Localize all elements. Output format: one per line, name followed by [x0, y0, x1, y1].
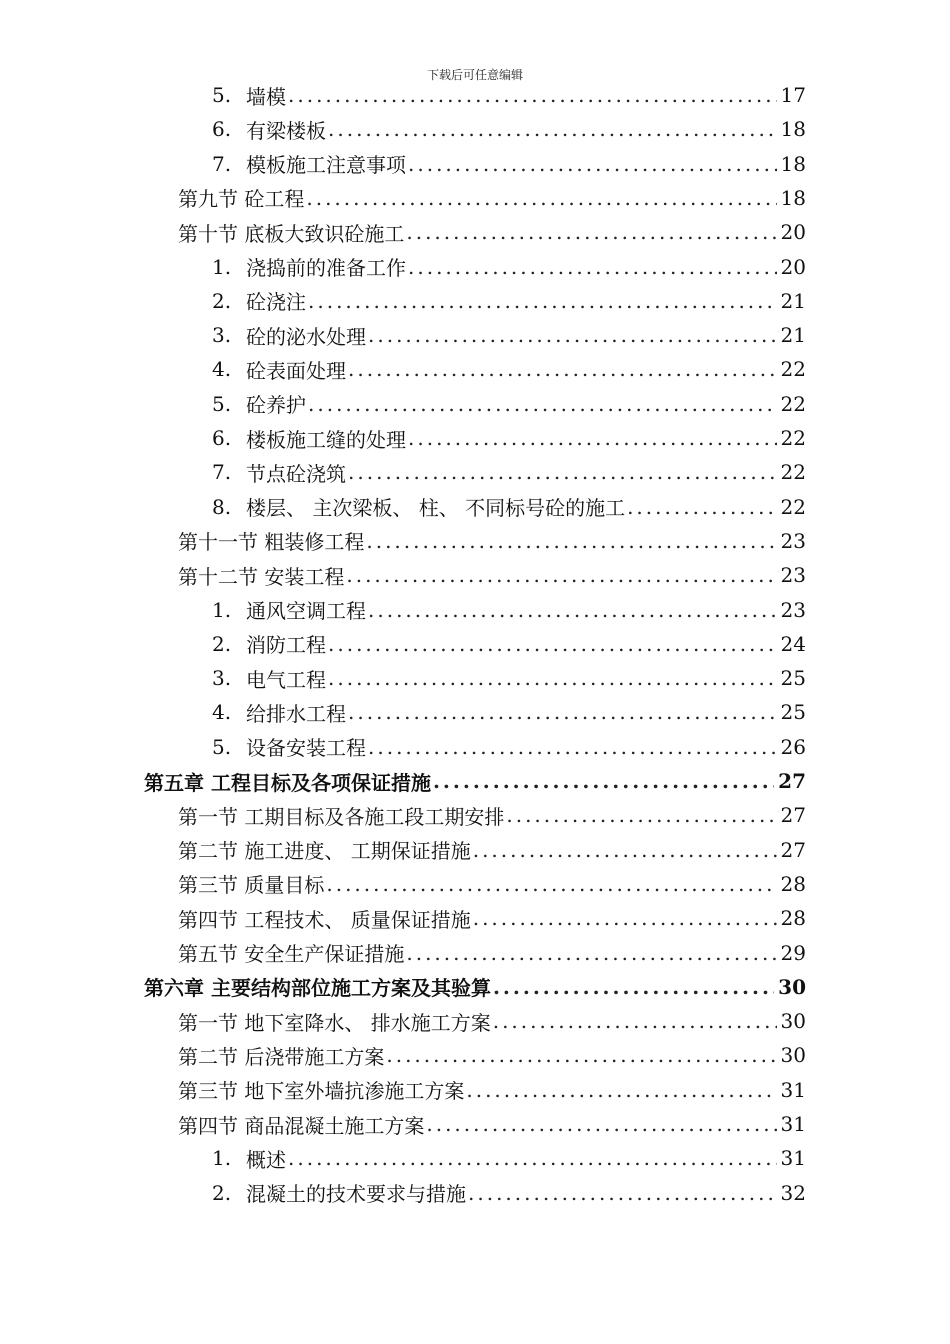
toc-entry[interactable] [212, 112, 806, 146]
toc-entry-page: 26 [780, 734, 806, 759]
dot-leader [368, 598, 777, 622]
toc-entry[interactable] [212, 730, 806, 764]
toc-entry[interactable] [212, 352, 806, 386]
dot-leader [308, 289, 777, 313]
dot-leader [426, 1112, 776, 1136]
toc-entry[interactable] [212, 387, 806, 421]
toc-entry-page: 18 [780, 151, 806, 176]
toc-entry-title: 第三节 质量目标 [178, 873, 325, 898]
toc-entry[interactable] [144, 970, 806, 1004]
toc-entry-number: 4. [212, 700, 232, 725]
toc-entry-page: 25 [780, 666, 806, 691]
toc-entry-number: 2. [212, 1180, 232, 1205]
toc-entry[interactable] [212, 284, 806, 318]
toc-entry-number: 2. [212, 631, 232, 656]
toc-entry-title: 第三节 地下室外墙抗渗施工方案 [178, 1079, 465, 1104]
toc-entry-page: 31 [780, 1146, 806, 1171]
toc-entry-page: 17 [780, 83, 806, 107]
toc-entry-page: 22 [780, 426, 806, 450]
toc-entry-page: 23 [780, 597, 806, 622]
toc-entry[interactable] [212, 250, 806, 284]
toc-entry[interactable] [212, 1176, 806, 1210]
toc-entry-number: 5. [212, 83, 232, 107]
toc-entry[interactable] [212, 318, 806, 352]
toc-entry-page: 30 [780, 1009, 806, 1034]
dot-leader [433, 769, 774, 793]
toc-entry-title: 砼的泌水处理 [246, 324, 366, 349]
dot-leader [308, 392, 777, 416]
toc-entry-title: 第十节 底板大致识砼施工 [178, 221, 405, 246]
toc-entry-title: 楼板施工缝的处理 [246, 427, 406, 452]
dot-leader [473, 906, 777, 930]
toc-entry-page: 25 [780, 700, 806, 725]
toc-entry-page: 21 [780, 323, 806, 348]
toc-entry-number: 3. [212, 666, 232, 691]
toc-entry[interactable] [178, 901, 806, 935]
toc-entry-title: 通风空调工程 [246, 599, 366, 623]
toc-entry[interactable] [178, 936, 806, 970]
toc-entry-title: 第二节 后浇带施工方案 [178, 1044, 385, 1069]
page-header: 下载后可任意编辑 [426, 68, 523, 82]
toc-entry-page: 29 [780, 940, 806, 965]
toc-entry-title: 电气工程 [246, 667, 326, 692]
toc-entry-title: 节点砼浇筑 [246, 461, 346, 486]
toc-entry-title: 消防工程 [246, 633, 326, 658]
toc-entry[interactable] [212, 627, 806, 661]
toc-entry-title: 楼层、 主次梁板、 柱、 不同标号砼的施工 [246, 496, 626, 521]
toc-entry[interactable] [178, 524, 806, 558]
toc-entry-title: 第二节 施工进度、 工期保证措施 [178, 839, 471, 864]
toc-entry-page: 27 [778, 769, 806, 793]
toc-entry[interactable] [212, 147, 806, 181]
dot-leader [406, 220, 776, 244]
toc-entry-title: 给排水工程 [246, 701, 346, 726]
dot-leader [406, 941, 776, 965]
toc-entry-title: 第六章 主要结构部位施工方案及其验算 [144, 976, 491, 1001]
toc-entry-page: 31 [780, 1112, 806, 1136]
toc-entry[interactable] [178, 1004, 806, 1038]
dot-leader [466, 1078, 776, 1102]
dot-leader [408, 255, 777, 279]
dot-leader [288, 1146, 777, 1170]
toc-entry-number: 1. [212, 597, 232, 622]
dot-leader [473, 838, 777, 862]
toc-entry[interactable] [144, 764, 806, 798]
toc-entry-number: 6. [212, 117, 232, 142]
toc-entry-number: 4. [212, 357, 232, 382]
dot-leader [306, 186, 776, 210]
toc-entry-number: 7. [212, 460, 232, 485]
toc-entry-title: 概述 [246, 1147, 286, 1172]
toc-entry-page: 28 [780, 906, 806, 931]
toc-entry-title: 第一节 地下室降水、 排水施工方案 [178, 1010, 491, 1035]
toc-entry-title: 模板施工注意事项 [246, 153, 406, 178]
dot-leader [408, 426, 777, 450]
toc-entry-title: 第十一节 粗装修工程 [178, 530, 365, 555]
dot-leader [346, 563, 776, 587]
toc-entry[interactable] [212, 421, 806, 455]
toc-entry-page: 22 [780, 494, 806, 519]
toc-entry-page: 31 [780, 1077, 806, 1102]
toc-entry[interactable] [178, 867, 806, 901]
toc-entry-title: 有梁楼板 [246, 118, 326, 143]
dot-leader [408, 152, 777, 176]
toc-entry[interactable] [212, 490, 806, 524]
toc-entry-title: 第四节 工程技术、 质量保证措施 [178, 907, 471, 932]
dot-leader [493, 975, 774, 999]
dot-leader [348, 700, 777, 724]
toc-entry-page: 28 [780, 871, 806, 896]
dot-leader [348, 357, 777, 381]
dot-leader [348, 460, 777, 484]
toc-entry-title: 第四节 商品混凝土施工方案 [178, 1113, 425, 1138]
toc-entry-page: 24 [780, 631, 806, 656]
toc-entry-page: 27 [780, 837, 806, 862]
dot-leader [627, 495, 776, 519]
toc-entry-number: 7. [212, 151, 232, 176]
toc-entry-page: 20 [780, 220, 806, 245]
toc-entry-title: 第五节 安全生产保证措施 [178, 942, 405, 966]
toc-entry[interactable] [212, 78, 806, 112]
toc-entry[interactable] [178, 833, 806, 867]
toc-entry[interactable] [178, 798, 806, 832]
toc-entry-number: 1. [212, 254, 232, 279]
toc-entry-title: 浇捣前的准备工作 [246, 256, 406, 280]
dot-leader [328, 117, 777, 141]
toc-entry-page: 27 [780, 803, 806, 828]
toc-entry-page: 18 [780, 117, 806, 142]
toc-entry[interactable] [212, 695, 806, 729]
toc-entry-number: 1. [212, 1146, 232, 1171]
toc-entry-number: 5. [212, 734, 232, 759]
toc-entry[interactable] [178, 1073, 806, 1107]
dot-leader [326, 872, 776, 896]
toc-entry[interactable] [212, 661, 806, 695]
toc-entry-page: 22 [780, 391, 806, 416]
dot-leader [328, 632, 777, 656]
dot-leader [506, 803, 776, 827]
toc-entry[interactable] [212, 1141, 806, 1175]
toc-entry-page: 23 [780, 528, 806, 553]
toc-entry-page: 20 [780, 254, 806, 279]
dot-leader [493, 1009, 777, 1033]
toc-entry[interactable] [212, 593, 806, 627]
toc-entry-title: 砼浇注 [246, 290, 306, 315]
toc-entry-title: 混凝土的技术要求与措施 [246, 1182, 466, 1207]
toc-entry-number: 3. [212, 323, 232, 348]
toc-entry-page: 18 [780, 185, 806, 210]
toc-entry-page: 30 [780, 1043, 806, 1068]
toc-entry-title: 砼表面处理 [246, 358, 346, 383]
toc-entry-number: 6. [212, 426, 232, 450]
dot-leader [328, 666, 777, 690]
toc-entry[interactable] [178, 215, 806, 249]
toc-entry-page: 32 [780, 1180, 806, 1205]
toc-entry-number: 5. [212, 391, 232, 416]
toc-entry-page: 23 [780, 563, 806, 588]
toc-entry[interactable] [178, 1107, 806, 1141]
toc-entry-title: 墙模 [246, 84, 286, 109]
dot-leader [368, 323, 777, 347]
dot-leader [386, 1043, 776, 1067]
dot-leader [368, 735, 777, 759]
toc-entry-number: 2. [212, 288, 232, 313]
toc-entry-page: 30 [778, 974, 806, 999]
toc-entry[interactable] [178, 181, 806, 215]
toc-entry-title: 设备安装工程 [246, 736, 366, 761]
toc-entry-title: 第十二节 安装工程 [178, 564, 345, 589]
toc-entry-title: 第五章 工程目标及各项保证措施 [144, 770, 431, 795]
toc-entry-title: 砼养护 [246, 393, 306, 418]
dot-leader [366, 529, 776, 553]
toc-entry[interactable] [178, 558, 806, 592]
toc-entry-page: 22 [780, 357, 806, 382]
toc-entry-number: 8. [212, 494, 232, 519]
toc-entry-title: 第一节 工期目标及各施工段工期安排 [178, 804, 505, 829]
dot-leader [468, 1181, 777, 1205]
toc-entry-page: 21 [780, 288, 806, 313]
dot-leader [288, 83, 777, 107]
toc-entry[interactable] [178, 1038, 806, 1072]
toc-entry[interactable] [212, 455, 806, 489]
toc-entry-page: 22 [780, 460, 806, 485]
toc-entry-title: 第九节 砼工程 [178, 187, 305, 212]
